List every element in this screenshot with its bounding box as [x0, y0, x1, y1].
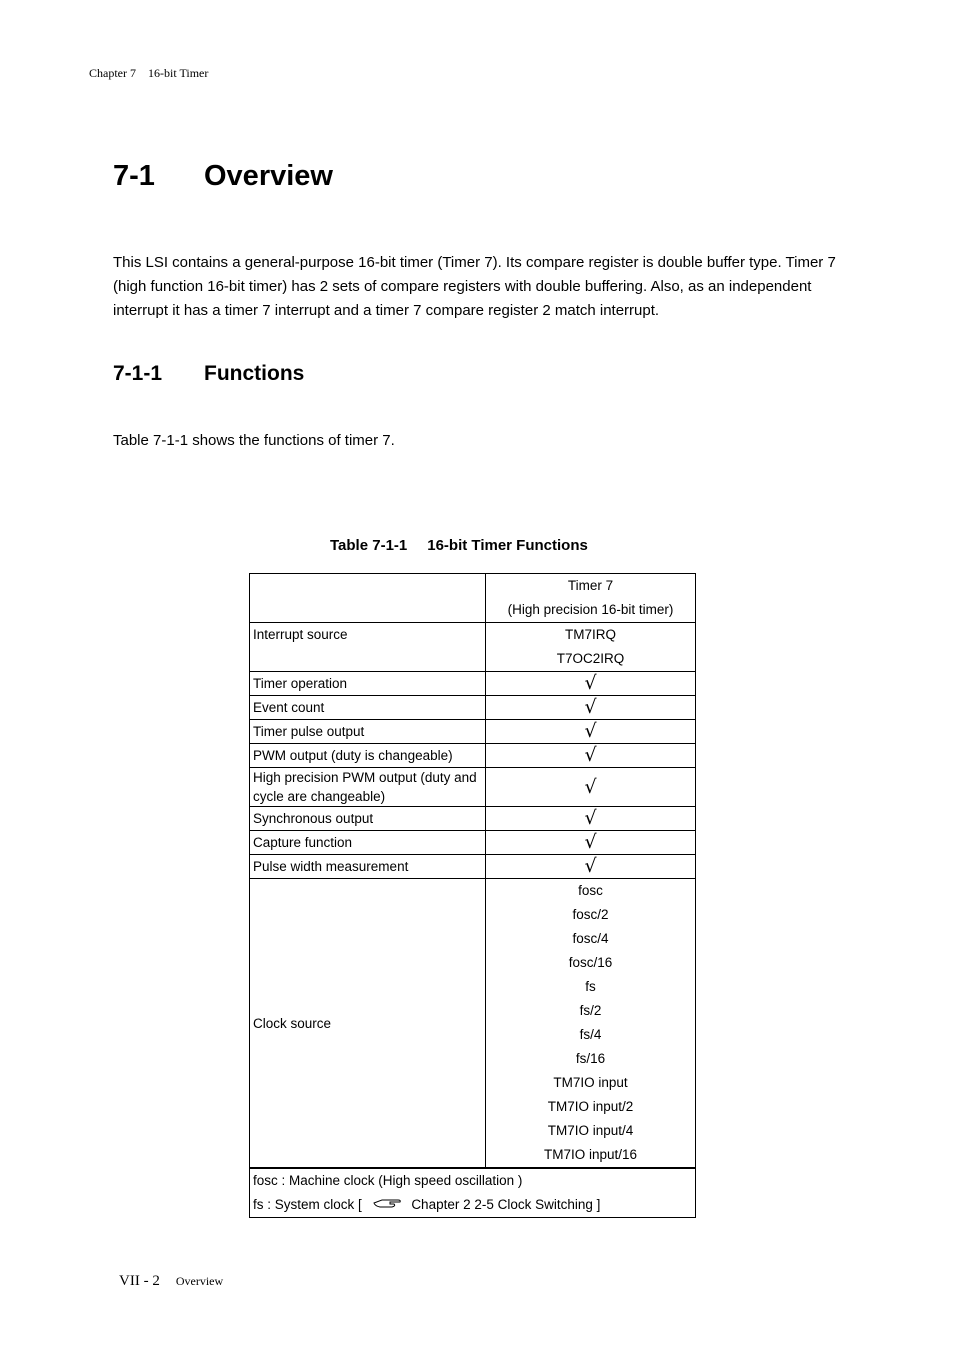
feature-label: Timer pulse output — [250, 720, 486, 744]
timer-functions-table — [249, 573, 696, 1218]
check-mark-icon: √ — [584, 696, 597, 718]
feature-label: Synchronous output — [250, 807, 486, 831]
feature-check-cell — [486, 831, 696, 855]
clock-value: TM7IO input/4 — [547, 1123, 634, 1138]
section-number: 7-1 — [113, 160, 155, 192]
feature-check-cell — [486, 744, 696, 768]
clock-value: fs — [585, 979, 596, 994]
check-mark-icon: √ — [584, 672, 597, 694]
clock-value: fs/16 — [575, 1051, 606, 1066]
clock-value: fosc/16 — [568, 955, 613, 970]
note-fosc: fosc : Machine clock (High speed oscillation ) — [253, 1173, 523, 1188]
clock-value: fs/4 — [579, 1027, 602, 1042]
check-mark-icon: √ — [584, 776, 597, 798]
subsection-number: 7-1-1 — [113, 362, 163, 385]
intro-text: This LSI contains a general-purpose 16-bit timer (Timer 7). Its compare register is double buffer type. Timer 7 (high function 16-bit timer) has 2 sets of compare registers with double buffering. Also, as an independent interrupt it has a timer 7 interrupt and a timer 7 compare register 2 match interrupt. — [113, 254, 836, 319]
clock-label: Clock source — [250, 879, 486, 1169]
note-fs-reference: Chapter 2 2-5 Clock Switching ] — [411, 1197, 601, 1212]
table-caption-title: 16-bit Timer Functions — [427, 537, 588, 554]
clock-value: fs/2 — [579, 1003, 602, 1018]
note-fs — [253, 1193, 692, 1217]
feature-label: Event count — [250, 696, 486, 720]
feature-check-cell — [486, 768, 696, 807]
page-number: VII - 2 — [119, 1273, 160, 1289]
interrupt-values-cell — [486, 623, 696, 672]
clock-value: TM7IO input/16 — [543, 1147, 638, 1162]
table-notes-cell — [250, 1168, 696, 1218]
table-caption-number: Table 7-1-1 — [330, 537, 408, 554]
running-head-chapter: Chapter 7 — [89, 66, 136, 80]
intro-paragraph — [113, 251, 853, 323]
feature-label-cell — [250, 768, 486, 807]
running-head-title: 16-bit Timer — [148, 66, 209, 80]
subsection-heading — [113, 362, 304, 386]
feature-label: PWM output (duty is changeable) — [250, 744, 486, 768]
header-timer-desc: (High precision 16-bit timer) — [507, 602, 674, 617]
table-row — [250, 855, 696, 879]
table-row — [250, 768, 696, 807]
running-head — [89, 66, 208, 81]
table-notes-row — [250, 1168, 696, 1218]
table-row — [250, 807, 696, 831]
clock-value: fosc/2 — [572, 907, 609, 922]
table-row — [250, 744, 696, 768]
header-timer-name: Timer 7 — [567, 578, 614, 593]
table-header-row — [250, 574, 696, 623]
feature-check-cell — [486, 672, 696, 696]
table-caption — [330, 537, 588, 554]
check-mark-icon: √ — [584, 831, 597, 853]
section-title: Overview — [204, 160, 333, 192]
interrupt-label-cell — [250, 623, 486, 672]
interrupt-label: Interrupt source — [253, 627, 348, 642]
page-footer — [119, 1273, 223, 1290]
clock-value: fosc — [578, 883, 603, 898]
table-row — [250, 696, 696, 720]
feature-label: High precision PWM output (duty and cycle are changeable) — [253, 770, 477, 804]
lead-text: Table 7-1-1 shows the functions of timer 7. — [113, 432, 395, 449]
table-row — [250, 672, 696, 696]
feature-check-cell — [486, 720, 696, 744]
section-heading — [113, 160, 333, 193]
clock-value: TM7IO input/2 — [547, 1099, 634, 1114]
clock-value: TM7IO input — [553, 1075, 628, 1090]
table-row — [250, 720, 696, 744]
feature-check-cell — [486, 807, 696, 831]
interrupt-value: TM7IRQ — [564, 627, 616, 642]
table-row — [250, 831, 696, 855]
feature-check-cell — [486, 696, 696, 720]
feature-label: Timer operation — [250, 672, 486, 696]
feature-label: Capture function — [250, 831, 486, 855]
check-mark-icon: √ — [584, 720, 597, 742]
subsection-title: Functions — [204, 362, 305, 385]
check-mark-icon: √ — [584, 855, 597, 877]
clock-values-cell — [486, 879, 696, 1169]
table-row-interrupt — [250, 623, 696, 672]
check-mark-icon: √ — [584, 744, 597, 766]
header-empty-cell — [250, 574, 486, 623]
check-mark-icon: √ — [584, 807, 597, 829]
interrupt-value: T7OC2IRQ — [556, 651, 625, 666]
feature-check-cell — [486, 855, 696, 879]
header-timer-cell — [486, 574, 696, 623]
table-row-clock — [250, 879, 696, 1169]
pointing-hand-icon — [372, 1193, 402, 1217]
feature-label: Pulse width measurement — [250, 855, 486, 879]
clock-value: fosc/4 — [572, 931, 609, 946]
note-fs-prefix: fs : System clock [ — [253, 1197, 362, 1212]
footer-section: Overview — [175, 1274, 224, 1288]
